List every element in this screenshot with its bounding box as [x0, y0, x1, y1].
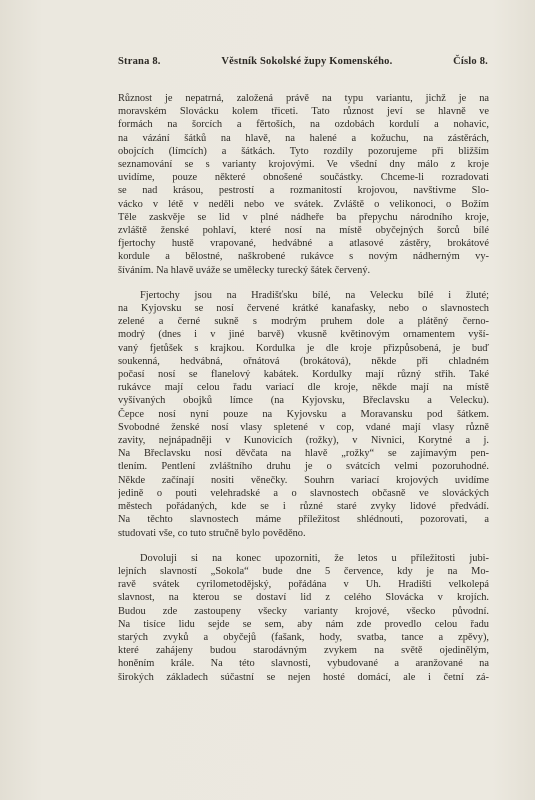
text-line: obojcích (límcích) a šátkách. Tyto rozdíly pozorujeme při bližším [118, 145, 489, 157]
text-line: jedině o pouti velehradské a o slavnostech občasně ve slováckých [118, 487, 489, 499]
text-line: širokých základech súčastní se nejen hosté domácí, ale i četní zá- [118, 671, 489, 683]
paragraph-gap [118, 540, 489, 552]
text-line: Dovoluji si na konec upozorniti, že letos u příležitosti jubi- [140, 552, 489, 564]
text-line: zelené a černé sukně s modrým pruhem dole a plátěný černo- [118, 316, 489, 328]
text-line: Různost je nepatrná, založená právě na typu variantu, jichž je na [118, 93, 489, 104]
text-line: seznamování se s varianty krojovými. Ve všední dny málo z kroje [118, 159, 489, 171]
text-line: se nad krásou, pestrostí a rozmanitostí krojovou, navštivme Slo- [118, 185, 489, 197]
text-line: slavnost, na kterou se dostaví lid z celého Slovácka v krojích. [118, 592, 489, 604]
paragraph [118, 92, 489, 277]
text-line: lejních slavností „Sokola“ bude dne 5 července, kdy je na Mo- [118, 565, 489, 577]
article-body [118, 92, 489, 684]
text-line: zavity, nejnápadněji v Kunovicích (rožky), v Nivnici, Korytné a j. [118, 435, 489, 447]
text-line: na vázání šátků na hlavě, na halené a kožuchu, na zástěrách, [118, 132, 489, 144]
text-line: uvidíme, pouze některé obnošené součástky. Chceme-li rozradovati [118, 172, 489, 184]
text-line: modrý (dnes i v jiné barvě) vkusně květinovým ornamentem vyší- [118, 329, 489, 341]
text-line: rukávce mají celou řadu variací dle kroje, někde mají na místě [118, 382, 489, 394]
text-line: vácko v létě v neděli nebo ve svátek. Zvláště o velikonoci, o Božím [118, 198, 489, 210]
text-line: počasí nosí se flanelový kabátek. Kordulky mají různý střih. Také [118, 369, 489, 381]
text-line: fjertochy hustě vrapované, hedvábné a atlasové zástěry, brokátové [118, 238, 489, 250]
journal-title: Věstník Sokolské župy Komenského. [221, 56, 393, 67]
text-line: ravě svátek cyrilometodějský, pořádána v Uh. Hradišti velkolepá [118, 579, 489, 591]
text-line: tlením. Pentlení zvláštního druhu je o svátcích velmi pozoruhodné. [118, 461, 489, 473]
issue-number: Číslo 8. [453, 56, 488, 67]
text-line: studovati vše, co tuto stručně bylo pověděno. [118, 527, 306, 539]
text-line: Na těchto slavnostech máme příležitost shlédnouti, pozorovati, a [118, 514, 489, 526]
text-line: vyšívaných obojků límce (na Kyjovsku, Břeclavsku a Velecku). [118, 395, 489, 407]
text-line: šíváním. Na hlavě uváže se umělecky turecký šátek červený. [118, 264, 371, 276]
paragraph-gap [118, 277, 489, 289]
text-line: Svobodné ženské nosí vlasy spletené v cop, vdané mají vlasy různě [118, 421, 489, 433]
text-line: Fjertochy jsou na Hradišťsku bílé, na Velecku bílé i žluté; [140, 289, 489, 301]
text-line: na Kyjovsku se nosí červené krátké kanafasky, nebo o slavnostech [118, 303, 489, 315]
text-line: honěním krále. Na této slavnosti, vybudované a aranžované na [118, 658, 489, 670]
text-line: starých zvyků a obyčejů (fašank, hody, svatba, tance a zpěvy), [118, 631, 489, 643]
paragraph [118, 552, 489, 684]
text-line: vaný fjetůšek s krajkou. Kordulka je dle kroje přizpůsobená, je buď [118, 342, 489, 354]
paragraph [118, 289, 489, 540]
text-line: zvláště ženské pohlaví, které nosí na místě obyčejných šorců bílé [118, 225, 489, 237]
text-line: Na tisíce lidu sejde se sem, aby nám zde provedlo celou řadu [118, 618, 489, 630]
text-line: Někde začínají nositi věnečky. Souhrn variací krojových uvidíme [118, 474, 489, 486]
text-line: moravském Slovácku kolem třiceti. Tato různost jeví se hlavně ve [118, 106, 489, 118]
text-line: které zahájeny budou starodávným zvykem na světě ojedinělým, [118, 645, 489, 657]
text-line: soukenná, hedvábná, ořnátová (brokátová), někde při chladném [118, 355, 489, 367]
text-line: Těle zaskvěje se lid v plné nádheře ba přepychu národního kroje, [118, 211, 489, 223]
page-header [118, 56, 488, 67]
text-line: kordule a bělostné, naškrobené rukávce s novým nádherným vy- [118, 251, 489, 263]
text-line: Na Břeclavsku nosí děvčata na hlavě „rožky“ se zajímavým pen- [118, 448, 489, 460]
text-line: Budou zde zastoupeny všecky varianty krojové, všecko původní. [118, 605, 489, 617]
text-line: městech pořádaných, kde se i různé staré zvyky lidové předvádí. [118, 501, 489, 513]
text-line: Čepce nosí nyní pouze na Kyjovsku a Moravansku pod šátkem. [118, 408, 489, 420]
text-line: formách na šorcích a fěrtoších, na ozdobách kordulí a nohavic, [118, 119, 489, 131]
page-number: Strana 8. [118, 56, 161, 67]
